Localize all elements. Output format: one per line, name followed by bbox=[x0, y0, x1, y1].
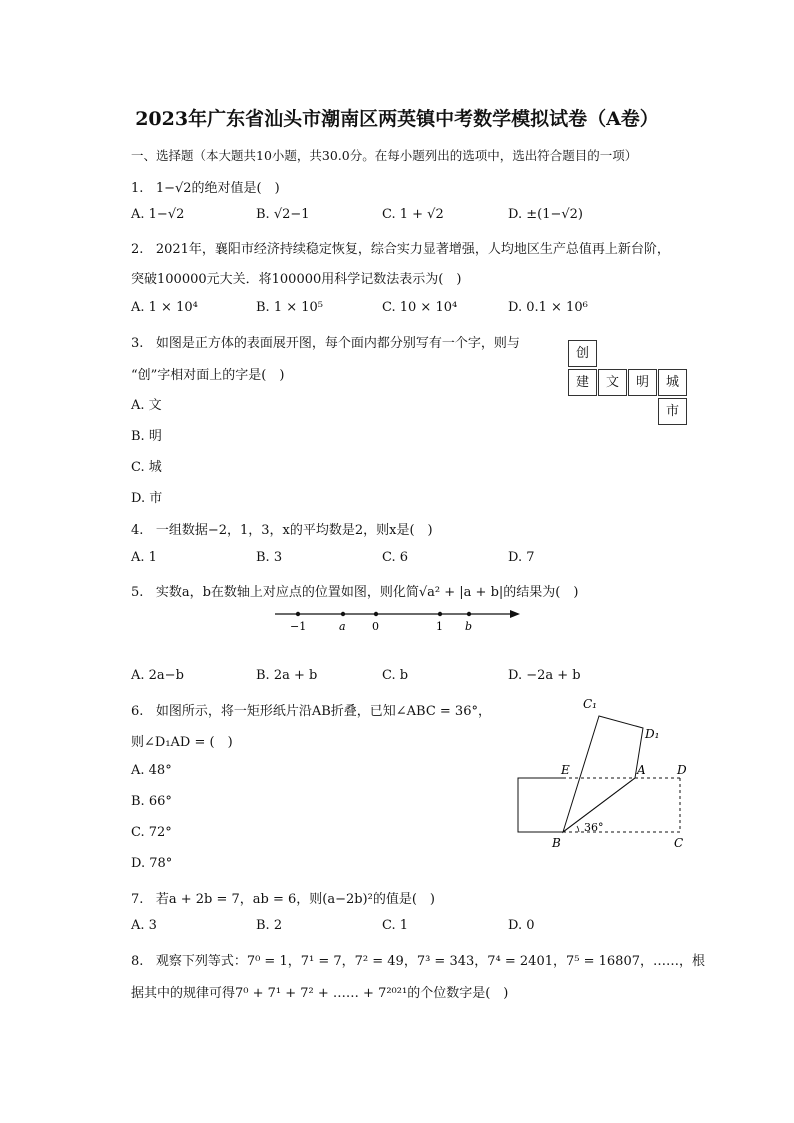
question-6-stem-line2: 则∠D₁AD = ( ) bbox=[131, 735, 233, 750]
label-0: 0 bbox=[372, 620, 379, 633]
question-number: 3. bbox=[131, 336, 144, 351]
angle-arc bbox=[577, 826, 579, 832]
folded-flap bbox=[563, 716, 643, 832]
question-number: 2. bbox=[131, 242, 144, 257]
option-a[interactable]: A. 1 × 10⁴ bbox=[131, 300, 198, 315]
option-b[interactable]: B. 2 bbox=[256, 918, 283, 933]
question-text: 1−√2的绝对值是( ) bbox=[155, 181, 280, 196]
question-text: 2021年，襄阳市经济持续稳定恢复，综合实力显著增强，人均地区生产总值再上新台阶， bbox=[155, 242, 670, 257]
label-c: C bbox=[674, 836, 684, 850]
label-neg1: −1 bbox=[290, 620, 307, 633]
label-d: D bbox=[677, 763, 687, 777]
label-a: a bbox=[339, 620, 346, 633]
question-4-stem bbox=[131, 519, 433, 538]
option-a[interactable]: A. 3 bbox=[131, 918, 157, 933]
label-e: E bbox=[561, 763, 570, 777]
question-text: 如图是正方体的表面展开图，每个面内都分别写有一个字，则与 bbox=[155, 336, 520, 351]
label-1: 1 bbox=[436, 620, 443, 633]
option-c[interactable]: C. 10 × 10⁴ bbox=[382, 300, 458, 315]
net-cell: 创 bbox=[568, 340, 597, 367]
question-5-stem bbox=[131, 581, 578, 600]
question-number: 1. bbox=[131, 181, 144, 196]
option-b[interactable]: B. 1 × 10⁵ bbox=[256, 300, 323, 315]
question-6-stem bbox=[131, 700, 491, 719]
option-d[interactable]: D. 7 bbox=[508, 550, 535, 565]
option-b[interactable]: B. 3 bbox=[256, 550, 283, 565]
question-8-stem bbox=[131, 950, 705, 969]
page-title: 2023年广东省汕头市潮南区两英镇中考数学模拟试卷（A卷） bbox=[135, 108, 659, 130]
rect-left-edges bbox=[518, 778, 563, 832]
label-b: b bbox=[465, 620, 473, 633]
point-neg1 bbox=[296, 612, 300, 616]
label-b: B bbox=[552, 836, 561, 850]
label-a: A bbox=[637, 763, 646, 777]
question-2-stem bbox=[131, 238, 670, 257]
option-c[interactable]: C. 城 bbox=[131, 460, 162, 475]
net-cell: 建 bbox=[568, 369, 597, 396]
option-d[interactable]: D. 78° bbox=[131, 856, 173, 871]
option-d[interactable]: D. 0.1 × 10⁶ bbox=[508, 300, 588, 315]
option-b[interactable]: B. 明 bbox=[131, 429, 162, 444]
option-a[interactable]: A. 1 bbox=[131, 550, 157, 565]
option-a[interactable]: A. 1−√2 bbox=[131, 207, 185, 222]
option-c[interactable]: C. 1 bbox=[382, 918, 409, 933]
point-b bbox=[467, 612, 471, 616]
question-text: 观察下列等式：7⁰ = 1，7¹ = 7，7² = 49，7³ = 343，7⁴ = 2401，7⁵ = 16807，……，根 bbox=[155, 954, 705, 969]
question-text: 实数a，b在数轴上对应点的位置如图，则化简√a² + |a + b|的结果为( ) bbox=[155, 585, 579, 600]
option-d[interactable]: D. 0 bbox=[508, 918, 535, 933]
net-cell: 城 bbox=[658, 369, 687, 396]
question-3-stem-line2: “创”字相对面上的字是( ) bbox=[131, 368, 285, 383]
net-cell: 文 bbox=[598, 369, 627, 396]
label-c1: C₁ bbox=[583, 697, 597, 711]
label-angle-36: 36° bbox=[584, 821, 604, 834]
question-2-stem-line2: 突破100000元大关．将100000用科学记数法表示为( ) bbox=[131, 272, 462, 287]
point-1 bbox=[438, 612, 442, 616]
question-number: 6. bbox=[131, 704, 144, 719]
question-text: 若a + 2b = 7，ab = 6，则(a−2b)²的值是( ) bbox=[155, 892, 435, 907]
option-d[interactable]: D. −2a + b bbox=[508, 668, 581, 683]
option-d[interactable]: D. ±(1−√2) bbox=[508, 207, 583, 222]
net-cell: 明 bbox=[628, 369, 657, 396]
option-c[interactable]: C. 6 bbox=[382, 550, 409, 565]
arrow-head bbox=[510, 610, 520, 618]
point-0 bbox=[374, 612, 378, 616]
option-a[interactable]: A. 文 bbox=[131, 398, 162, 413]
label-d1: D₁ bbox=[645, 727, 660, 741]
option-c[interactable]: C. b bbox=[382, 668, 409, 683]
number-line-figure bbox=[270, 602, 530, 634]
question-text: 一组数据−2，1，3，x的平均数是2，则x是( ) bbox=[155, 523, 433, 538]
option-c[interactable]: C. 1 + √2 bbox=[382, 207, 444, 222]
option-c[interactable]: C. 72° bbox=[131, 825, 172, 840]
folded-rectangle-figure bbox=[505, 696, 715, 856]
question-number: 8. bbox=[131, 954, 144, 969]
section-header: 一、选择题（本大题共10小题，共30.0分。在每小题列出的选项中，选出符合题目的一项） bbox=[131, 148, 638, 163]
point-a bbox=[341, 612, 345, 616]
question-number: 5. bbox=[131, 585, 144, 600]
option-b[interactable]: B. √2−1 bbox=[256, 207, 310, 222]
question-8-stem-line2: 据其中的规律可得7⁰ + 7¹ + 7² + …… + 7²⁰²¹的个位数字是( ) bbox=[131, 986, 509, 1001]
option-d[interactable]: D. 市 bbox=[131, 491, 163, 506]
question-number: 7. bbox=[131, 892, 144, 907]
net-cell: 市 bbox=[658, 398, 687, 425]
option-b[interactable]: B. 2a + b bbox=[256, 668, 318, 683]
question-7-stem bbox=[131, 888, 435, 907]
question-text: 如图所示，将一矩形纸片沿AB折叠，已知∠ABC = 36°， bbox=[155, 704, 491, 719]
question-1-stem bbox=[131, 177, 280, 196]
question-number: 4. bbox=[131, 523, 144, 538]
option-b[interactable]: B. 66° bbox=[131, 794, 172, 809]
option-a[interactable]: A. 48° bbox=[131, 763, 172, 778]
question-3-stem bbox=[131, 332, 520, 351]
option-a[interactable]: A. 2a−b bbox=[131, 668, 184, 683]
